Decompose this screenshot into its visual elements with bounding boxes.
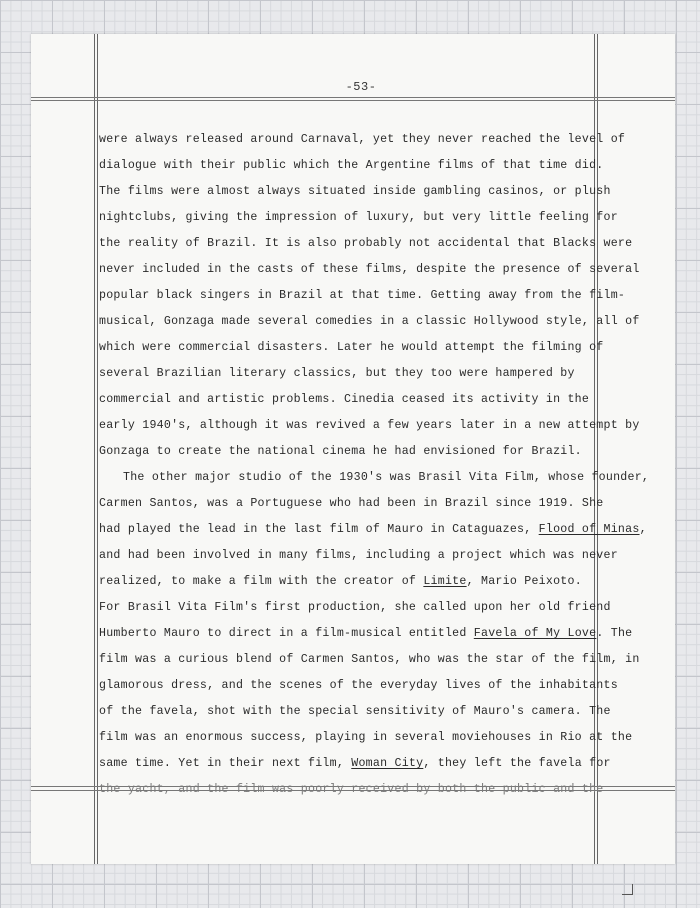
left-margin-rule-inner (97, 34, 98, 864)
body-text (99, 127, 650, 803)
text-line: never included in the casts of these films, despite the presence of several (99, 263, 640, 276)
text-segment: , Mario Peixoto. (466, 575, 582, 588)
text-line (99, 621, 633, 647)
text-line (99, 517, 647, 543)
text-line: For Brasil Vita Film's first production, she called upon her old friend (99, 601, 611, 614)
text-segment: . The (596, 627, 633, 640)
film-title-favela-of-my-love: Favela of My Love (473, 627, 597, 640)
text-line (99, 569, 599, 595)
text-line: Carmen Santos, was a Portuguese who had been in Brazil since 1919. She (99, 497, 604, 510)
text-line: Gonzaga to create the national cinema he had envisioned for Brazil. (99, 445, 582, 458)
text-line: which were commercial disasters. Later he would attempt the filming of (99, 341, 604, 354)
text-line: the reality of Brazil. It is also probably not accidental that Blacks were (99, 237, 633, 250)
corner-mark (622, 884, 633, 895)
left-margin-rule (94, 34, 95, 864)
film-title-woman-city: Woman City (351, 757, 424, 770)
header-rule-inner (31, 100, 675, 101)
text-line: dialogue with their public which the Argentine films of that time did. (99, 159, 604, 172)
text-line (99, 751, 611, 777)
text-segment: Humberto Mauro to direct in a film-musical entitled (99, 627, 474, 640)
text-line: nightclubs, giving the impression of luxury, but very little feeling for (99, 211, 618, 224)
text-line: of the favela, shot with the special sensitivity of Mauro's camera. The (99, 705, 611, 718)
film-title-limite: Limite (423, 575, 467, 588)
text-segment: had played the lead in the last film of Mauro in Cataguazes, (99, 523, 539, 536)
film-title-flood-of-minas: Flood of Minas (538, 523, 640, 536)
text-line: several Brazilian literary classics, but they too were hampered by (99, 367, 575, 380)
text-segment: , they left the favela for (423, 757, 611, 770)
header-rule (31, 97, 675, 98)
text-segment: , (639, 523, 647, 536)
text-segment: realized, to make a film with the creator of (99, 575, 424, 588)
text-line: popular black singers in Brazil at that time. Getting away from the film- (99, 289, 626, 302)
text-line: the yacht, and the film was poorly received by both the public and the (99, 783, 604, 796)
text-line: commercial and artistic problems. Cinedia ceased its activity in the (99, 393, 590, 406)
page-number: -53- (345, 80, 377, 94)
text-line: film was an enormous success, playing in several moviehouses in Rio at the (99, 731, 633, 744)
text-line: The films were almost always situated inside gambling casinos, or plush (99, 185, 611, 198)
document-page (31, 34, 675, 864)
text-line: and had been involved in many films, including a project which was never (99, 549, 618, 562)
paragraph-start-line: The other major studio of the 1930's was Brasil Vita Film, whose founder, (123, 471, 650, 484)
text-line: were always released around Carnaval, yet they never reached the level of (99, 133, 626, 146)
text-line: film was a curious blend of Carmen Santos, who was the star of the film, in (99, 653, 640, 666)
text-line: early 1940's, although it was revived a few years later in a new attempt by (99, 419, 640, 432)
text-line: glamorous dress, and the scenes of the everyday lives of the inhabitants (99, 679, 618, 692)
text-line: musical, Gonzaga made several comedies in a classic Hollywood style, all of (99, 315, 640, 328)
text-segment: same time. Yet in their next film, (99, 757, 352, 770)
